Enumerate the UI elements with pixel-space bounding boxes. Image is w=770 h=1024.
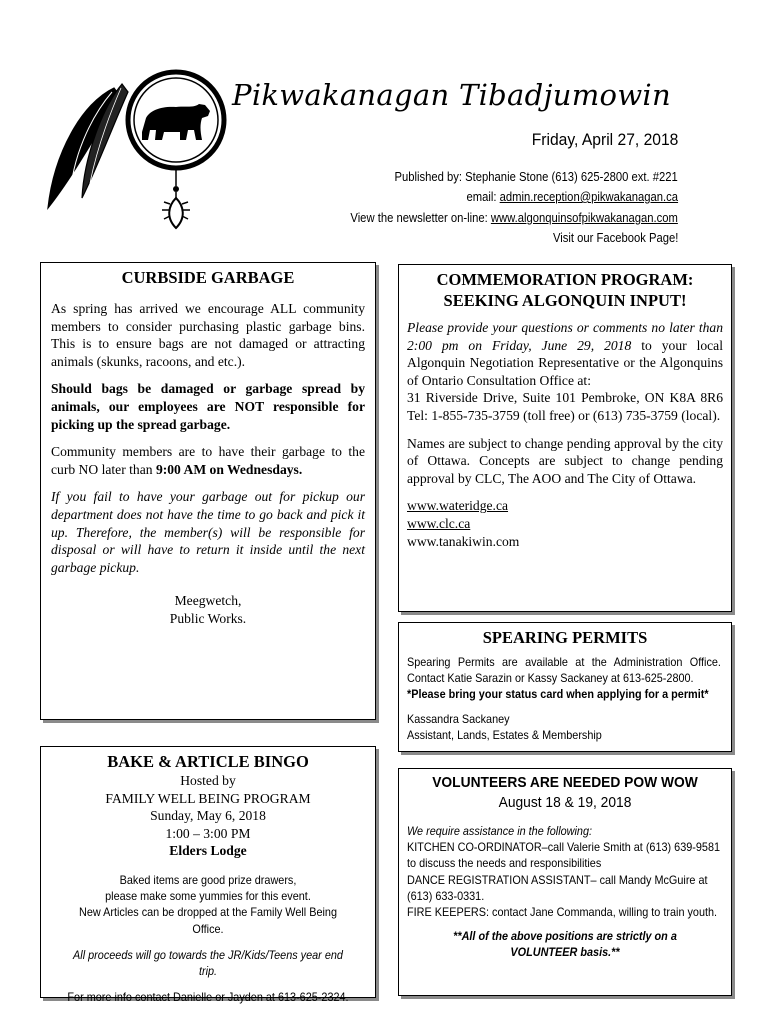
curbside-sign-1: Meegwetch, [174,593,242,609]
online-label: View the newsletter on-line: [350,211,492,225]
curbside-heading: CURBSIDE GARBAGE [121,268,295,287]
spearing-heading: SPEARING PERMITS [482,628,648,647]
bingo-hosted-by: Hosted by [180,773,236,788]
curbside-p3-text: Community members are to have their garbage to the curb NO later than [51,444,365,477]
bingo-venue: Elders Lodge [169,843,247,859]
clc-link[interactable]: www.clc.ca [407,515,471,531]
curbside-garbage-box [40,262,376,720]
publisher-line: Published by: Stephanie Stone (613) 625-2800 ext. #221 [394,170,678,184]
spearing-contact-name: Kassandra Sackaney [407,711,510,726]
volunteers-kitchen: KITCHEN CO-ORDINATOR–call Valerie Smith at (613) 639-9581 to discuss the needs and responsibilities [407,840,721,871]
bingo-line-4: All proceeds will go towards the JR/Kids/Teens year end trip. [73,947,343,978]
volunteers-fire-keepers: FIRE KEEPERS: contact Jane Commanda, willing to train youth. [407,905,718,920]
commemoration-heading-2: SEEKING ALGONQUIN INPUT! [443,291,687,310]
curbside-p3-time: 9:00 AM on Wednesdays. [155,461,303,477]
volunteers-heading: VOLUNTEERS ARE NEEDED POW WOW [432,774,698,791]
curbside-paragraph-1: As spring has arrived we encourage ALL community members to consider purchasing plastic garbage bins. This is to ensure bags are not damaged or attracting animals (skunks, racoons, and etc.). [51,301,365,369]
bingo-line-3: New Articles can be dropped at the Family Well Being Office. [78,905,338,936]
curbside-paragraph-2: Should bags be damaged or garbage spread by animals, our employees are NOT responsible for picking up the spread garbage. [51,381,365,432]
commemoration-box [398,264,732,612]
commemoration-paragraph-1 [407,319,723,389]
email-link[interactable]: admin.reception@pikwakanagan.ca [499,190,678,204]
website-link[interactable]: www.algonquinsofpikwakanagan.com [491,211,678,225]
spearing-permits-box [398,622,732,752]
commemoration-heading-1: COMMEMORATION PROGRAM: [436,270,694,289]
commemoration-deadline: Please provide your questions or comments no later than 2:00 pm on Friday, June 29, 2018 [407,320,723,353]
dreamcatcher-bear-logo [42,58,232,233]
volunteers-dance: DANCE REGISTRATION ASSISTANT– call Mandy McGuire at (613) 633-0331. [407,872,708,903]
volunteers-dates: August 18 & 19, 2018 [498,794,632,811]
commemoration-paragraph-2: Names are subject to change pending approval by the city of Ottawa. Concepts are subject to change pending approval by CLC, The AOO and The City of Ottawa. [407,435,723,486]
volunteers-note-2: VOLUNTEER basis.** [510,945,620,960]
bingo-line-2: please make some yummies for this event. [105,889,311,904]
email-label: email: [466,190,500,204]
curbside-paragraph-3 [51,443,365,478]
volunteers-note-1: **All of the above positions are strictly on a [453,929,677,944]
bingo-box [40,746,376,1005]
issue-date: Friday, April 27, 2018 [531,130,678,149]
volunteers-box [398,768,732,996]
commemoration-address: 31 Riverside Drive, Suite 101 Pembroke, ON K8A 8R6 Tel: 1-855-735-3759 (toll free) or (613) 735-3759 (local). [407,390,723,423]
bingo-program: FAMILY WELL BEING PROGRAM [105,790,311,806]
facebook-line: Visit our Facebook Page! [552,231,678,245]
spearing-contact-role: Assistant, Lands, Estates & Membership [407,727,602,742]
volunteers-intro: We require assistance in the following: [407,824,593,838]
spearing-status-card-note: *Please bring your status card when applying for a permit* [407,687,709,702]
bingo-line-1: Baked items are good prize drawers, [119,872,297,887]
bingo-date: Sunday, May 6, 2018 [150,808,266,824]
commemoration-p1-rest: to your local Algonquin Negotiation Representative or the Algonquins of Ontario Consultation Office at: [407,337,723,388]
bingo-line-5: For more info contact Danielle or Jayden at 613-625-2324. [67,990,349,1005]
wateridge-link[interactable]: www.wateridge.ca [407,498,509,514]
email-line [466,190,678,204]
bingo-heading: BAKE & ARTICLE BINGO [107,752,309,771]
online-line [351,211,678,225]
newsletter-title: Pikwakanagan Tibadjumowin [232,78,671,112]
tanakiwin-link[interactable]: www.tanakiwin.com [407,533,520,549]
curbside-paragraph-4: If you fail to have your garbage out for pickup our department does not have the time to go back and pick it up. Therefore, the member(s) will be responsible for disposal or will have to return it inside until the next garbage pickup. [51,489,365,575]
curbside-sign-2: Public Works. [169,610,247,626]
spearing-text: Spearing Permits are available at the Administration Office. Contact Katie Sarazin or Kassy Sackaney at 613-625-2800. [407,655,721,686]
bingo-time: 1:00 – 3:00 PM [165,825,251,841]
